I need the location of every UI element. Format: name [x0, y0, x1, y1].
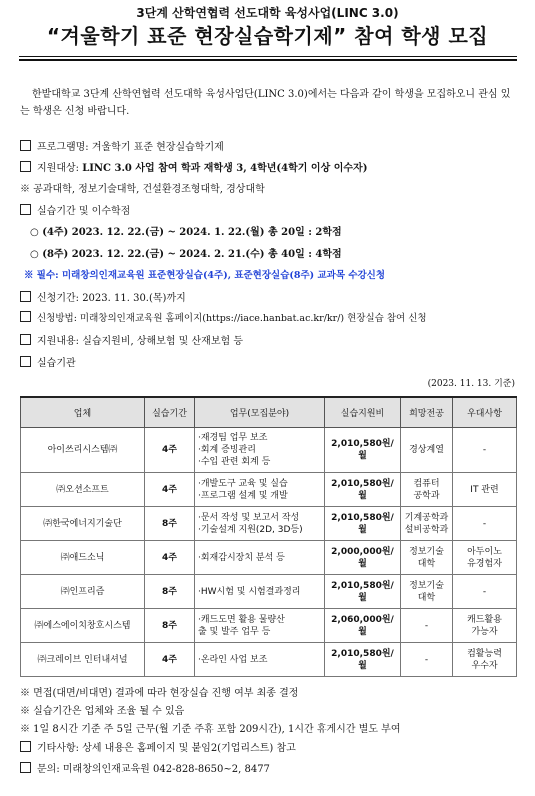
cell-company: ㈜에스에이치창호시스템	[21, 609, 145, 643]
intro-paragraph: 한밭대학교 3단계 산학연협력 선도대학 육성사업단(LINC 3.0)에서는 다음과 같이 학생을 모집하오니 관심 있는 학생은 신청 바랍니다.	[20, 89, 511, 117]
table-row	[21, 575, 517, 609]
cell-company: ㈜한국에너지기술단	[21, 507, 145, 541]
program-text: 프로그램명: 겨울학기 표준 현장실습학기제	[37, 142, 224, 153]
major-line: 공학과	[413, 490, 440, 501]
company-table	[20, 396, 517, 677]
cell-major	[401, 428, 453, 473]
task-line: ·기술설계 지원(2D, 3D등)	[198, 524, 303, 535]
cell-major	[401, 507, 453, 541]
cell-company: ㈜크레이브 인터내셔널	[21, 643, 145, 677]
cell-period: 4주	[145, 541, 195, 575]
table-row	[21, 507, 517, 541]
as-of-date: (2023. 11. 13. 기준)	[427, 379, 515, 389]
cell-period: 8주	[145, 507, 195, 541]
cell-major	[401, 473, 453, 507]
orgs-item	[20, 354, 76, 369]
major-line: 대학	[417, 592, 436, 603]
col-major: 희망전공	[401, 397, 453, 428]
deadline-text: 신청기간: 2023. 11. 30.(목)까지	[37, 293, 186, 304]
cell-major	[401, 643, 453, 677]
etc-item	[20, 739, 296, 754]
checkbox-icon	[20, 140, 31, 151]
deadline-item	[20, 289, 186, 304]
cell-company: 아이쓰리시스템㈜	[21, 428, 145, 473]
checkbox-icon	[20, 762, 31, 773]
cell-period: 8주	[145, 609, 195, 643]
checkbox-icon	[20, 161, 31, 172]
task-line: ·회재감시장치 분석 등	[198, 552, 285, 563]
required-note: ※ 필수: 미래창의인재교육원 표준현장실습(4주), 표준현장실습(8주) 교과목 수강신청	[24, 270, 386, 281]
cell-company: ㈜오션소프트	[21, 473, 145, 507]
task-line: 출 및 발주 업무 등	[198, 626, 271, 637]
colleges-note	[20, 180, 265, 195]
pref-line: 유경험자	[467, 558, 502, 569]
period-item	[20, 202, 130, 217]
checkbox-icon	[20, 356, 31, 367]
title-rule	[19, 56, 517, 57]
cell-company: ㈜인프리즘	[21, 575, 145, 609]
major-line: 기계공학과	[404, 512, 449, 523]
page-title: “겨울학기 표준 현장실습학기제” 참여 학생 모집	[46, 24, 489, 48]
colleges-text: ※ 공과대학, 정보기술대학, 건설환경조형대학, 경상대학	[20, 184, 265, 195]
cell-pref	[453, 507, 517, 541]
table-row	[21, 609, 517, 643]
cell-pay: 2,010,580원/월	[325, 428, 401, 473]
title-rule-bottom	[19, 59, 517, 61]
col-tasks: 업무(모집분야)	[195, 397, 325, 428]
table-header-row	[21, 397, 517, 428]
task-line: ·HW시험 및 시험결과정리	[198, 586, 301, 597]
pref-line: -	[482, 586, 487, 597]
support-item	[20, 332, 243, 347]
cell-pay: 2,010,580원/월	[325, 643, 401, 677]
cell-pay: 2,060,000원/월	[325, 609, 401, 643]
cell-tasks	[195, 609, 325, 643]
task-line: ·재경팀 업무 보조	[198, 433, 268, 443]
method-text: 신청방법: 미래창의인재교육원 홈페이지(https://iace.hanbat.ac.kr/kr/) 현장실습 참여 신청	[37, 313, 427, 324]
pref-line: 캐드활용	[467, 614, 502, 625]
task-line: ·캐드도면 활용 물량산	[198, 614, 285, 625]
contact-text: 문의: 미래창의인재교육원 042-828-8650~2, 8477	[37, 764, 270, 775]
col-pay: 실습지원비	[325, 397, 401, 428]
cell-pref	[453, 473, 517, 507]
cell-tasks	[195, 541, 325, 575]
major-line: 설비공학과	[404, 524, 449, 535]
cell-major	[401, 541, 453, 575]
footnote-1: ※ 면접(대면/비대면) 결과에 따라 현장실습 진행 여부 최종 결정	[20, 688, 299, 699]
etc-text: 기타사항: 상세 내용은 홈페이지 및 붙임2(기업리스트) 참고	[37, 743, 296, 754]
col-company: 업체	[21, 397, 145, 428]
period-8week: ○ (8주) 2023. 12. 22.(금) ~ 2024. 2. 21.(수) 총 40일 : 4학점	[30, 249, 342, 260]
cell-pref	[453, 428, 517, 473]
cell-major	[401, 575, 453, 609]
major-line: 정보기술	[409, 546, 444, 557]
table-row	[21, 541, 517, 575]
pref-line: -	[482, 445, 487, 455]
period-title: 실습기간 및 이수학점	[37, 206, 131, 217]
checkbox-icon	[20, 741, 31, 752]
cell-period: 4주	[145, 643, 195, 677]
table-row	[21, 473, 517, 507]
major-line: -	[424, 654, 429, 665]
task-line: ·회계 증빙관리	[198, 445, 256, 455]
page-subtitle: 3단계 산학연협력 선도대학 육성사업(LINC 3.0)	[136, 6, 399, 20]
cell-period: 4주	[145, 473, 195, 507]
cell-pref	[453, 609, 517, 643]
cell-period: 8주	[145, 575, 195, 609]
pref-line: IT 관련	[470, 484, 499, 495]
cell-tasks	[195, 473, 325, 507]
cell-major	[401, 609, 453, 643]
cell-tasks	[195, 428, 325, 473]
checkbox-icon	[20, 291, 31, 302]
footnote-2: ※ 실습기간은 업체와 조율 될 수 있음	[20, 706, 185, 717]
pref-line: -	[482, 518, 487, 529]
cell-tasks	[195, 507, 325, 541]
cell-pay: 2,010,580원/월	[325, 473, 401, 507]
table-row	[21, 643, 517, 677]
cell-period: 4주	[145, 428, 195, 473]
cell-pay: 2,000,000원/월	[325, 541, 401, 575]
cell-pay: 2,010,580원/월	[325, 507, 401, 541]
col-period: 실습기간	[145, 397, 195, 428]
pref-line: 가능자	[471, 626, 498, 637]
task-line: ·온라인 사업 보조	[198, 654, 268, 665]
task-line: ·개발도구 교육 및 실습	[198, 478, 288, 489]
program-item	[20, 138, 224, 153]
cell-tasks	[195, 575, 325, 609]
major-line: 경상계열	[409, 445, 444, 455]
cell-company: ㈜애드소닉	[21, 541, 145, 575]
cell-tasks	[195, 643, 325, 677]
orgs-title: 실습기관	[37, 358, 76, 369]
major-line: 대학	[417, 558, 436, 569]
table-row	[21, 428, 517, 473]
cell-pref	[453, 643, 517, 677]
footnote-3: ※ 1일 8시간 기준 주 5일 근무(월 기준 주휴 포함 209시간), 1시간 휴게시간 별도 부여	[20, 724, 401, 735]
task-line: ·문서 작성 및 보고서 작성	[198, 512, 300, 523]
cell-pref	[453, 541, 517, 575]
support-text: 지원내용: 실습지원비, 상해보험 및 산재보험 등	[37, 336, 243, 347]
checkbox-icon	[20, 204, 31, 215]
target-value: LINC 3.0 사업 참여 학과 재학생 3, 4학년(4학기 이상 이수자)	[82, 163, 368, 174]
target-item	[20, 159, 367, 174]
target-label: 지원대상:	[37, 163, 83, 174]
pref-line: 컴활능력	[467, 648, 502, 659]
pref-line: 아두이노	[467, 546, 502, 557]
checkbox-icon	[20, 334, 31, 345]
cell-pref	[453, 575, 517, 609]
task-line: ·수입 관련 회계 등	[198, 457, 271, 467]
cell-pay: 2,010,580원/월	[325, 575, 401, 609]
method-item	[20, 310, 427, 324]
period-4week: ○ (4주) 2023. 12. 22.(금) ~ 2024. 1. 22.(월) 총 20일 : 2학점	[30, 227, 342, 238]
major-line: 컴퓨터	[413, 478, 440, 489]
contact-item	[20, 760, 270, 775]
pref-line: 우수자	[471, 660, 498, 671]
major-line: -	[424, 620, 429, 631]
task-line: ·프로그램 설계 및 개발	[198, 490, 288, 501]
major-line: 정보기술	[409, 580, 444, 591]
col-pref: 우대사항	[453, 397, 517, 428]
checkbox-icon	[20, 311, 31, 322]
